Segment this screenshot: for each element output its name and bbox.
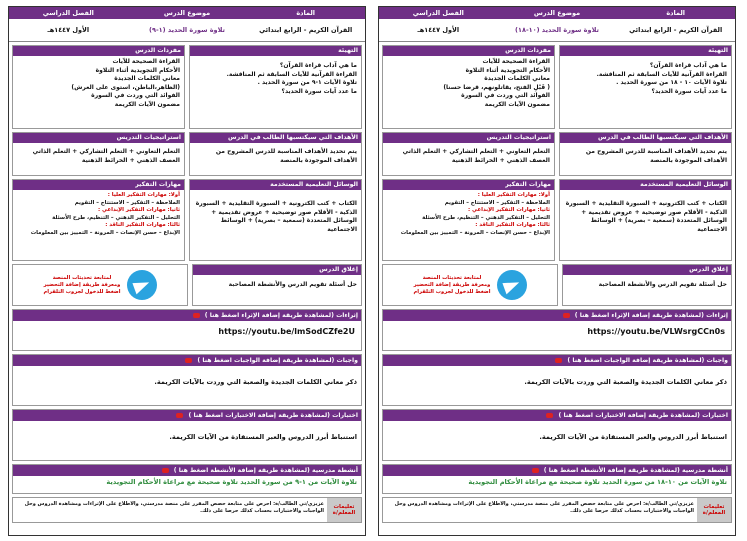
goals-title: الأهداف التي سيكتسبها الطالب في الدرس	[560, 133, 731, 143]
homework-text: ذكر معاني الكلمات الجديدة والصعبة التي وردت بالآيات الكريمة.	[524, 378, 727, 386]
skills-item: التحليل – التفكير الذهني – التنظيم، طرح الأسئلة	[422, 214, 550, 221]
lesson-page-left	[8, 6, 366, 536]
media-text: الكتاب + كتب الكترونية + السبورة التقليدية + السبورة الذكية - الأقلام صور توضيحية + عروض تقديمية + الوسائل المتعددة (سمعية – بصرية) + الوسائط الاجتماعية	[565, 200, 727, 233]
activity-section	[12, 464, 362, 494]
telegram-icon[interactable]	[127, 270, 157, 300]
intro-box	[189, 45, 362, 129]
skills-item: التحليل – التفكير الذهني – التنظيم، طرح الأسئلة	[52, 214, 180, 221]
header-semester: الفصل الدراسي	[379, 7, 498, 19]
youtube-play-icon[interactable]	[176, 413, 183, 418]
youtube-play-icon[interactable]	[546, 413, 553, 418]
enrich-section	[382, 309, 732, 351]
strategies-text: التعلم التعاوني + التعلم التشاركي + التعلم الذاتي العصف الذهني + الخرائط الذهنية	[32, 148, 180, 164]
goals-title: الأهداف التي سيكتسبها الطالب في الدرس	[190, 133, 361, 143]
header-row	[9, 7, 365, 19]
enrich-section	[12, 309, 362, 351]
homework-text: ذكر معاني الكلمات الجديدة والصعبة التي وردت بالآيات الكريمة.	[154, 378, 357, 386]
skills-item: الملاحظة – التفكير – الاستنتاج – التقويم	[444, 199, 550, 206]
tests-title[interactable]: اختبارات (لمشاهدة طريقة إضافة الاختبارات اضغط هنا )	[13, 410, 361, 421]
vocab-item: مضمون الآيات الكريمة	[484, 100, 550, 108]
closing-text: حل أسئلة تقويم الدرس والأنشطة المصاحبة	[228, 281, 357, 288]
skills-heading: ثالثا: مهارات التفكير الناقد :	[475, 222, 550, 229]
strategies-title: استراتيجيات التدريس	[383, 133, 554, 143]
media-title: الوسائل التعليمية المستخدمة	[560, 180, 731, 190]
activity-text: تلاوة الآيات من ١٠-١٨ من سورة الحديد تلاوة صحيحة مع مراعاة الأحكام التجويدية	[468, 478, 727, 486]
lesson-value: تلاوة سورة الحديد (١-٩)	[148, 26, 225, 34]
header-row	[379, 7, 735, 19]
telegram-text: اضغط للدخول لجروب التلقرام	[413, 288, 491, 295]
goals-box	[189, 132, 362, 176]
media-box	[559, 179, 732, 261]
notes-label: تعليمات المعلم/ة	[697, 498, 731, 522]
semester-value: الأول ١٤٤٧هـ	[417, 26, 460, 34]
vocab-item: الأحكام التجويدية أثناء التلاوة	[465, 66, 550, 74]
vocab-item: معاني الكلمات الجديدة	[114, 75, 180, 83]
youtube-play-icon[interactable]	[532, 468, 539, 473]
activity-title[interactable]: أنشطة مدرسية (لمشاهدة طريقة إضافة الأنشطة اضغط هنا )	[13, 465, 361, 476]
vocab-box	[12, 45, 185, 129]
enrich-url[interactable]: https://youtu.be/VLWsrgCCn0s	[587, 327, 725, 336]
intro-line: القراءة القرآنية للآيات السابقة ثم المناقشة.	[226, 70, 357, 78]
header-subject: المادة	[246, 7, 365, 19]
media-text: الكتاب + كتب الكترونية + السبورة التقليدية + السبورة الذكية - الأقلام صور توضيحية + عروض تقديمية + الوسائل المتعددة (سمعية – بصرية) + الوسائط الاجتماعية	[195, 200, 357, 233]
vocab-item: ( قَبْلِ الفتح، يقاتلونهم، قرضا حسنا)	[443, 83, 550, 91]
youtube-play-icon[interactable]	[555, 358, 562, 363]
homework-section	[12, 354, 362, 406]
skills-item: الإبداع – حسن الإنصات – المرونة – التمييز بين المعلومات	[30, 229, 180, 236]
closing-text: حل أسئلة تقويم الدرس والأنشطة المصاحبة	[598, 281, 727, 288]
vocab-item: مضمون الآيات الكريمة	[114, 100, 180, 108]
telegram-icon[interactable]	[497, 270, 527, 300]
youtube-play-icon[interactable]	[193, 313, 200, 318]
goals-box	[559, 132, 732, 176]
skills-box	[12, 179, 185, 261]
header-subject: المادة	[616, 7, 735, 19]
subject-value: القرآن الكريم - الرابع ابتدائي	[259, 26, 353, 34]
goals-text: يتم تحديد الأهداف المناسبة للدرس المشروح من الأهداف الموجودة بالمنصة	[215, 148, 357, 164]
telegram-text: لمتابعة تحديثات المنصة	[52, 274, 112, 281]
vocab-item: الأحكام التجويدية أثناء التلاوة	[95, 66, 180, 74]
header-values	[379, 19, 735, 42]
closing-title: إغلاق الدرس	[193, 265, 361, 275]
closing-box	[562, 264, 732, 306]
telegram-link[interactable]	[12, 264, 188, 306]
homework-title[interactable]: واجبات (لمشاهدة طريقة إضافة الواجبات اضغط هنا )	[13, 355, 361, 366]
intro-line: تلاوة الآيات ١٠ - ١٨ من سورة الحديد .	[616, 79, 727, 87]
intro-title: التهيئة	[560, 46, 731, 56]
activity-section	[382, 464, 732, 494]
youtube-play-icon[interactable]	[162, 468, 169, 473]
tests-section	[12, 409, 362, 461]
skills-heading: ثانيا: مهارات التفكير الإبداعي :	[467, 207, 550, 214]
tests-title[interactable]: اختبارات (لمشاهدة طريقة إضافة الاختبارات اضغط هنا )	[383, 410, 731, 421]
vocab-title: مفردات الدرس	[13, 46, 184, 56]
strategies-box	[382, 132, 555, 176]
homework-section	[382, 354, 732, 406]
teacher-notes	[382, 497, 732, 523]
intro-line: ما هي آداب قراءة القرآن؟	[649, 62, 727, 69]
intro-box	[559, 45, 732, 129]
vocab-title: مفردات الدرس	[383, 46, 554, 56]
intro-line: ما عدد آيات سورة الحديد؟	[651, 87, 727, 95]
activity-text: تلاوة الآيات من ١-٩ من سورة الحديد تلاوة صحيحة مع مراعاة الأحكام التجويدية	[106, 478, 357, 486]
skills-title: مهارات التفكير	[383, 180, 554, 190]
tests-text: استنباط أبرز الدروس والعبر المستفادة من الآيات الكريمة.	[539, 433, 727, 441]
strategies-box	[12, 132, 185, 176]
telegram-link[interactable]	[382, 264, 558, 306]
enrich-title[interactable]: إثراءات (لمشاهدة طريقة إضافة الإثراء اضغط هنا )	[13, 310, 361, 321]
telegram-text: لمتابعة تحديثات المنصة	[422, 274, 482, 281]
intro-line: تلاوة الآيات ١-٩ من سورة الحديد .	[257, 79, 357, 87]
youtube-play-icon[interactable]	[563, 313, 570, 318]
vocab-item: معاني الكلمات الجديدة	[484, 75, 550, 83]
vocab-item: القراءة الصحيحة للآيات	[112, 58, 180, 65]
intro-line: ما عدد آيات سورة الحديد؟	[281, 87, 357, 95]
homework-title[interactable]: واجبات (لمشاهدة طريقة إضافة الواجبات اضغط هنا )	[383, 355, 731, 366]
vocab-item: الفوائد التي وردت في السورة	[91, 92, 180, 100]
strategies-title: استراتيجيات التدريس	[13, 133, 184, 143]
tests-text: استنباط أبرز الدروس والعبر المستفادة من الآيات الكريمة.	[169, 433, 357, 441]
intro-line: القراءة القرآنية للآيات السابقة ثم المناقشة.	[596, 70, 727, 78]
header-lesson-topic: موضوع الدرس	[128, 7, 247, 19]
media-box	[189, 179, 362, 261]
skills-title: مهارات التفكير	[13, 180, 184, 190]
skills-heading: أولا: مهارات التفكير العليا :	[107, 192, 180, 198]
tests-section	[382, 409, 732, 461]
enrich-title[interactable]: إثراءات (لمشاهدة طريقة إضافة الإثراء اضغط هنا )	[383, 310, 731, 321]
telegram-text: ومعرفة طريقة إضافة التحضير	[43, 281, 121, 288]
strategies-text: التعلم التعاوني + التعلم التشاركي + التعلم الذاتي العصف الذهني + الخرائط الذهنية	[402, 148, 550, 164]
lesson-value: تلاوة سورة الحديد (١٠-١٨)	[515, 26, 599, 34]
skills-box	[382, 179, 555, 261]
skills-heading: أولا: مهارات التفكير العليا :	[477, 192, 550, 198]
telegram-text: ومعرفة طريقة إضافة التحضير	[413, 281, 491, 288]
intro-title: التهيئة	[190, 46, 361, 56]
skills-item: الإبداع – حسن الإنصات – المرونة – التمييز بين المعلومات	[400, 229, 550, 236]
goals-text: يتم تحديد الأهداف المناسبة للدرس المشروح من الأهداف الموجودة بالمنصة	[585, 148, 727, 164]
youtube-play-icon[interactable]	[185, 358, 192, 363]
media-title: الوسائل التعليمية المستخدمة	[190, 180, 361, 190]
header-semester: الفصل الدراسي	[9, 7, 128, 19]
activity-title[interactable]: أنشطة مدرسية (لمشاهدة طريقة إضافة الأنشطة اضغط هنا )	[383, 465, 731, 476]
skills-item: الملاحظة – التفكير – الاستنتاج – التقويم	[74, 199, 180, 206]
lesson-page-right	[378, 6, 736, 536]
vocab-box	[382, 45, 555, 129]
closing-title: إغلاق الدرس	[563, 265, 731, 275]
notes-text: عزيزي/تي الطالب/ة: احرص على متابعة حصص المقرر على منصة مدرستي، والاطلاع على الإثراءات ومشاهدة الدروس وحل الواجبات والاختبارات بحساب كذلك حرصا على ذلك.	[394, 501, 694, 514]
skills-heading: ثالثا: مهارات التفكير الناقد :	[105, 222, 180, 229]
semester-value: الأول ١٤٤٧هـ	[47, 26, 90, 34]
notes-text: عزيزي/تي الطالب/ة: احرص على متابعة حصص المقرر على منصة مدرستي، والاطلاع على الإثراءات ومشاهدة الدروس وحل الواجبات والاختبارات بحساب كذلك حرصا على ذلك.	[24, 501, 324, 514]
enrich-url[interactable]: https://youtu.be/lmSodCZfe2U	[218, 327, 355, 336]
header-values	[9, 19, 365, 42]
notes-label: تعليمات المعلم/ة	[327, 498, 361, 522]
closing-box	[192, 264, 362, 306]
vocab-item: الفوائد التي وردت في السورة	[461, 92, 550, 100]
header-lesson-topic: موضوع الدرس	[498, 7, 617, 19]
vocab-item: (الظاهر،الباطن، استوى على العرش)	[71, 83, 180, 91]
subject-value: القرآن الكريم - الرابع ابتدائي	[629, 26, 723, 34]
teacher-notes	[12, 497, 362, 523]
vocab-item: القراءة الصحيحة للآيات	[482, 58, 550, 65]
intro-line: ما هي آداب قراءة القرآن؟	[279, 62, 357, 69]
telegram-text: اضغط للدخول لجروب التلقرام	[43, 288, 121, 295]
skills-heading: ثانيا: مهارات التفكير الإبداعي :	[97, 207, 180, 214]
